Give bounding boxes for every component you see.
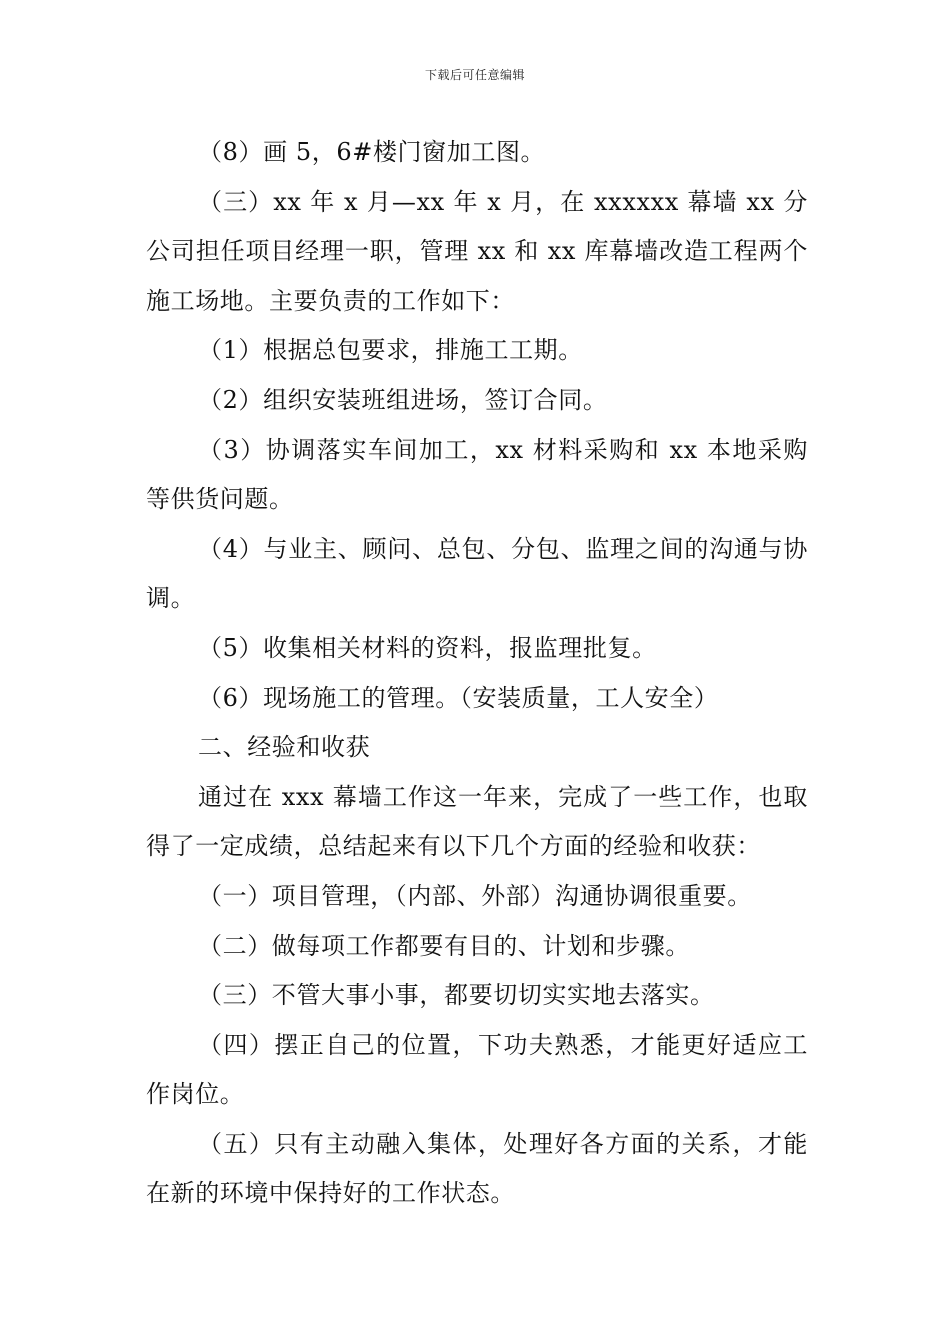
paragraph: （1）根据总包要求，排施工工期。	[198, 336, 583, 365]
paragraph: （二）做每项工作都要有目的、计划和步骤。	[198, 931, 690, 960]
paragraph: （8）画 5，6#楼门窗加工图。	[198, 138, 546, 166]
paragraph: （3）协调落实车间加工，xx 材料采购和 xx 本地采购等供货问题。	[146, 435, 808, 514]
paragraph: （五）只有主动融入集体，处理好各方面的关系，才能在新的环境中保持好的工作状态。	[146, 1129, 808, 1208]
paragraph: 通过在 xxx 幕墙工作这一年来，完成了一些工作，也取得了一定成绩，总结起来有以下几个方面的经验和收获：	[146, 782, 808, 861]
page-header: 下载后可任意编辑	[424, 68, 525, 82]
paragraph: （4）与业主、顾问、总包、分包、监理之间的沟通与协调。	[146, 534, 808, 613]
document-body	[146, 128, 808, 1219]
paragraph: （一）项目管理，（内部、外部）沟通协调很重要。	[198, 881, 752, 910]
paragraph: （四）摆正自己的位置，下功夫熟悉，才能更好适应工作岗位。	[146, 1030, 808, 1109]
paragraph: （三）xx 年 x 月—xx 年 x 月，在 xxxxxx 幕墙 xx 分公司担任项目经理一职，管理 xx 和 xx 库幕墙改造工程两个施工场地。主要负责的工作如下：	[146, 187, 808, 315]
paragraph: （5）收集相关材料的资料，报监理批复。	[198, 633, 657, 662]
paragraph: （6）现场施工的管理。（安装质量，工人安全）	[198, 683, 719, 712]
paragraph: （三）不管大事小事，都要切切实实地去落实。	[198, 981, 715, 1010]
section-heading: 二、经验和收获	[198, 733, 371, 762]
paragraph: （2）组织安装班组进场，签订合同。	[198, 385, 608, 414]
